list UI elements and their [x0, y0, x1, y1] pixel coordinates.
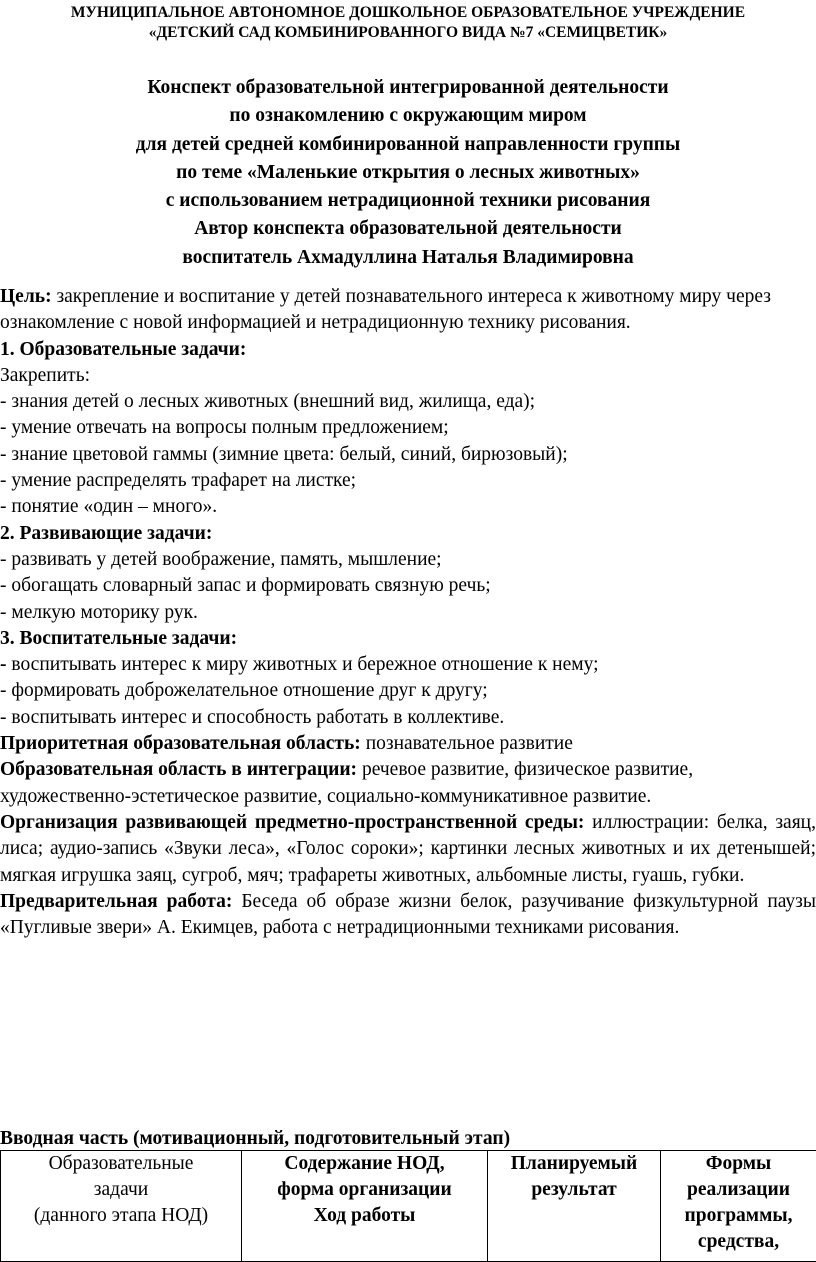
header-line: форма организации	[244, 1177, 485, 1203]
title-line: по ознакомлению с окружающим миром	[0, 102, 816, 130]
preliminary-text: Беседа об образе жизни белок, разучивание физкультурной паузы «Пугливые звери» А. Екимцев, работа с нетрадиционными техниками рисования.	[0, 891, 816, 938]
environment-text: иллюстрации: белка, заяц, лиса; аудио-запись «Звуки леса», «Голос сороки»; картинки лесных животных и их детенышей; мягкая игрушка заяц, сугроб, мяч; трафареты животных, альбомные листы, гуашь, губки.	[0, 812, 816, 886]
preliminary-paragraph	[0, 889, 816, 942]
priority-area-label: Приоритетная образовательная область:	[0, 733, 361, 754]
list-dash: -	[0, 654, 7, 675]
title-line: для детей средней комбинированной направленности группы	[0, 131, 816, 159]
header-line: средства,	[663, 1229, 814, 1255]
goal-paragraph	[0, 284, 816, 337]
table-header-content	[242, 1151, 488, 1262]
priority-area-text: познавательное развитие	[361, 733, 573, 754]
header-line: задачи	[3, 1177, 239, 1203]
title-line: с использованием нетрадиционной техники рисования	[0, 187, 816, 215]
table-header-tasks	[1, 1151, 242, 1262]
table-header-result	[488, 1151, 661, 1262]
header-line: программы,	[663, 1203, 814, 1229]
institution-name-line2: «ДЕТСКИЙ САД КОМБИНИРОВАННОГО ВИДА №7 «СЕМИЦВЕТИК»	[0, 23, 816, 43]
document-title	[0, 74, 816, 272]
list-item: - мелкую моторику рук.	[0, 600, 816, 626]
integration-area-label: Образовательная область в интеграции:	[0, 759, 357, 780]
intro-section-title: Вводная часть (мотивационный, подготовительный этап)	[0, 1127, 816, 1151]
upbringing-tasks-heading: 3. Воспитательные задачи:	[0, 626, 816, 652]
list-item: - знания детей о лесных животных (внешний вид, жилища, еда);	[0, 389, 816, 415]
integration-area-text: речевое развитие, физическое развитие, художественно-эстетическое развитие, социально-коммуникативное развитие.	[0, 759, 693, 806]
title-line: воспитатель Ахмадуллина Наталья Владимировна	[0, 244, 816, 272]
table-header-forms	[661, 1151, 816, 1262]
header-line: результат	[490, 1177, 658, 1203]
goal-label: Цель:	[0, 286, 52, 307]
title-line: Конспект образовательной интегрированной деятельности	[0, 74, 816, 102]
list-item: - обогащать словарный запас и формировать связную речь;	[0, 573, 816, 599]
list-item: - понятие «один – много».	[0, 494, 816, 520]
header-line: Планируемый	[490, 1151, 658, 1177]
edu-tasks-heading: 1. Образовательные задачи:	[0, 337, 816, 363]
list-item: - воспитывать интерес и способность работать в коллективе.	[0, 705, 816, 731]
header-line: Формы	[663, 1151, 814, 1177]
table-header-row	[1, 1151, 816, 1262]
title-line: по теме «Маленькие открытия о лесных животных»	[0, 159, 816, 187]
list-item-text: воспитывать интерес к миру животных и бережное отношение к нему;	[7, 654, 599, 675]
title-line: Автор конспекта образовательной деятельности	[0, 215, 816, 243]
header-line: Образовательные	[3, 1151, 239, 1177]
list-item: - умение отвечать на вопросы полным предложением;	[0, 415, 816, 441]
priority-area-paragraph	[0, 731, 816, 757]
list-item	[0, 652, 816, 678]
list-item: - знание цветовой гаммы (зимние цвета: белый, синий, бирюзовый);	[0, 442, 816, 468]
dev-tasks-heading: 2. Развивающие задачи:	[0, 521, 816, 547]
environment-paragraph	[0, 810, 816, 889]
list-item: - формировать доброжелательное отношение друг к другу;	[0, 678, 816, 704]
list-item: - умение распределять трафарет на листке;	[0, 468, 816, 494]
lesson-table	[0, 1150, 816, 1262]
preliminary-label: Предварительная работа:	[0, 891, 232, 912]
integration-area-paragraph	[0, 757, 816, 810]
list-item: - развивать у детей воображение, память, мышление;	[0, 547, 816, 573]
environment-label: Организация развивающей предметно-пространственной среды:	[0, 812, 584, 833]
header-line: Ход работы	[244, 1203, 485, 1229]
edu-tasks-intro: Закрепить:	[0, 363, 816, 389]
goal-text: закрепление и воспитание у детей познавательного интереса к животному миру через ознакомление с новой информацией и нетрадиционную технику рисования.	[0, 286, 771, 333]
header-line: Содержание НОД,	[244, 1151, 485, 1177]
document-body	[0, 284, 816, 941]
header-line: реализации	[663, 1177, 814, 1203]
institution-name-line1: МУНИЦИПАЛЬНОЕ АВТОНОМНОЕ ДОШКОЛЬНОЕ ОБРАЗОВАТЕЛЬНОЕ УЧРЕЖДЕНИЕ	[0, 3, 816, 23]
header-line: (данного этапа НОД)	[3, 1203, 239, 1229]
